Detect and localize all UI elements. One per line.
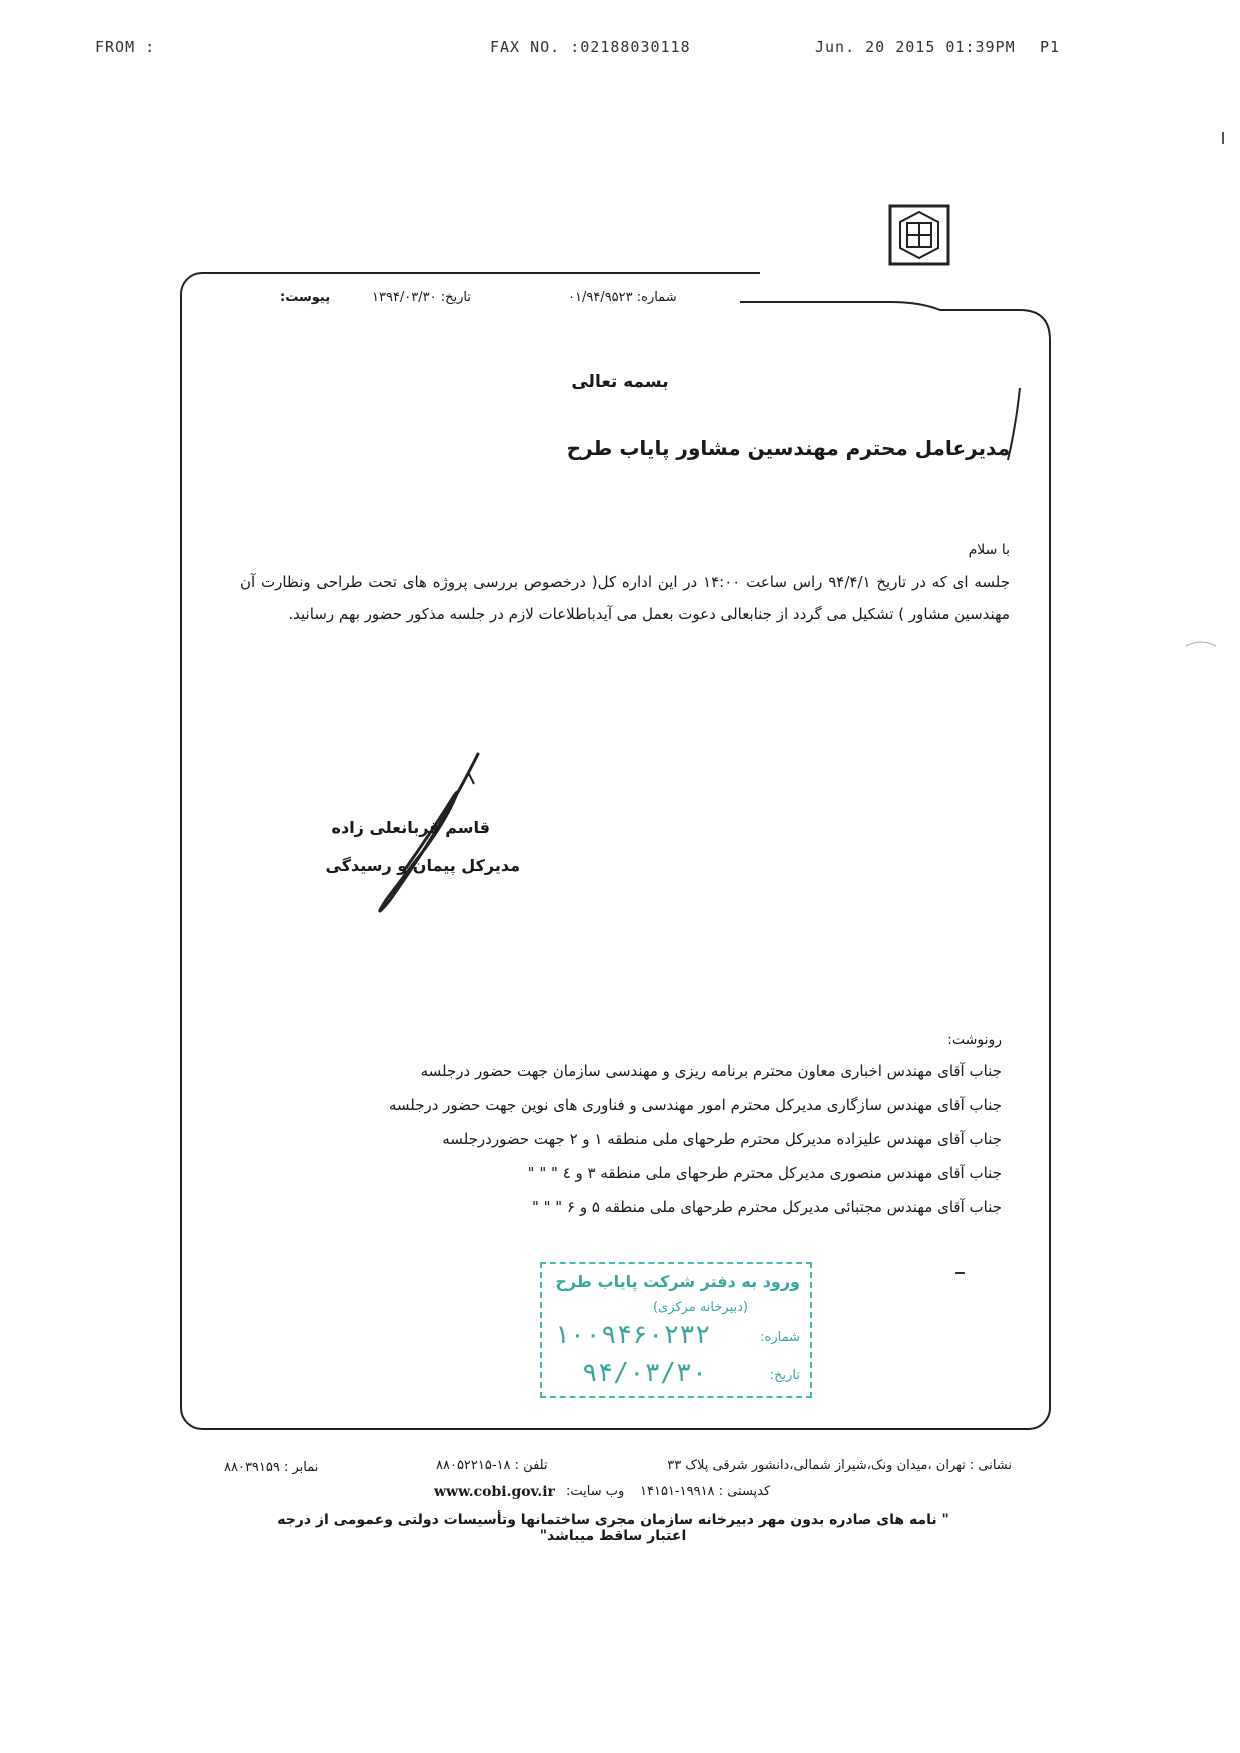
stamp-date-label: تاریخ: <box>769 1368 800 1383</box>
receipt-stamp <box>540 1262 812 1398</box>
margin-dash <box>955 1272 965 1274</box>
letter-date-label: تاریخ: <box>440 290 472 305</box>
frame-corner-curve <box>740 300 1052 360</box>
stamp-number-value: ۱۰۰۹۴۶۰۲۳۲ <box>554 1320 711 1350</box>
footer-website-link[interactable]: www.cobi.gov.ir <box>434 1484 555 1500</box>
bismillah: بسمه تعالی <box>571 372 669 392</box>
fax-from-label: FROM : <box>95 38 156 56</box>
addressee: مدیرعامل محترم مهندسین مشاور پایاب طرح <box>566 436 1010 460</box>
greeting: با سلام <box>968 542 1010 558</box>
fax-number: FAX NO. :02188030118 <box>490 38 691 56</box>
margin-tick <box>1222 132 1224 144</box>
cc-line: جناب آقای مهندس علیزاده مدیرکل محترم طرحهای ملی منطقه ۱ و ۲ جهت حضوردرجلسه <box>442 1130 1002 1148</box>
footer-notice: " نامه های صادره بدون مهر دبیرخانه سازمان مجری ساختمانها وتأسیسات دولتی وعمومی از درجه اعتبار ساقط میباشد" <box>277 1512 949 1544</box>
footer-postal-code: کدپستی : ۱۹۹۱۸-۱۴۱۵۱ <box>640 1484 771 1499</box>
attachment-label: پیوست: <box>280 290 331 305</box>
signatory-title: مدیرکل پیمان و رسیدگی <box>325 856 520 875</box>
cc-line: جناب آقای مهندس مجتبائی مدیرکل محترم طرحهای ملی منطقه ۵ و ۶ " " " <box>531 1198 1002 1216</box>
stamp-number-label: شماره: <box>760 1330 800 1345</box>
footer-fax: نمابر : ۸۸۰۳۹۱۵۹ <box>224 1460 319 1475</box>
letter-date-value: ۱۳۹۴/۰۳/۳۰ <box>372 290 437 305</box>
stamp-title: ورود به دفتر شرکت پایاب طرح <box>555 1272 800 1291</box>
scan-edge-mark <box>1186 638 1216 648</box>
cc-line: جناب آقای مهندس اخباری معاون محترم برنامه ریزی و مهندسی سازمان جهت حضور درجلسه <box>420 1062 1002 1080</box>
stamp-subtitle: (دبیرخانه مرکزی) <box>652 1300 748 1315</box>
letter-number-label: شماره: <box>636 290 677 305</box>
footer-website-label: وب سایت: <box>566 1484 625 1499</box>
fax-page: P1 <box>1040 38 1061 56</box>
cc-line: جناب آقای مهندس سازگاری مدیرکل محترم امور مهندسی و فناوری های نوین جهت حضور درجلسه <box>388 1096 1002 1114</box>
cc-line: جناب آقای مهندس منصوری مدیرکل محترم طرحهای ملی منطقه ۳ و ٤ " " " <box>527 1164 1002 1182</box>
ministry-emblem-icon <box>888 204 950 266</box>
letter-number-value: ۰۱/۹۴/۹۵۲۳ <box>568 290 633 305</box>
letter-body: جلسه ای که در تاریخ ۹۴/۴/۱ راس ساعت ۱۴:۰۰ در این اداره کل( درخصوص بررسی پروژه های تحت طراحی ونظارت آن مهندسین مشاور ) تشکیل می گردد از جنابعالی دعوت بعمل می آیدباطلاعات لازم در جلسه مذکور حضور بهم رسانید. <box>240 573 1011 623</box>
fax-date-time: Jun. 20 2015 01:39PM <box>815 38 1016 56</box>
cc-title: رونوشت: <box>947 1032 1002 1048</box>
footer-address: نشانی : تهران ،میدان ونک،شیراز شمالی،دانشور شرقی پلاک ۳۳ <box>667 1458 1012 1473</box>
stamp-date-value: ۹۴/۰۳/۳۰ <box>582 1358 708 1388</box>
footer-phone: تلفن : ۱۸-۸۸۰۵۲۲۱۵ <box>436 1458 548 1473</box>
signatory-name: قاسم قربانعلی زاده <box>331 818 490 837</box>
